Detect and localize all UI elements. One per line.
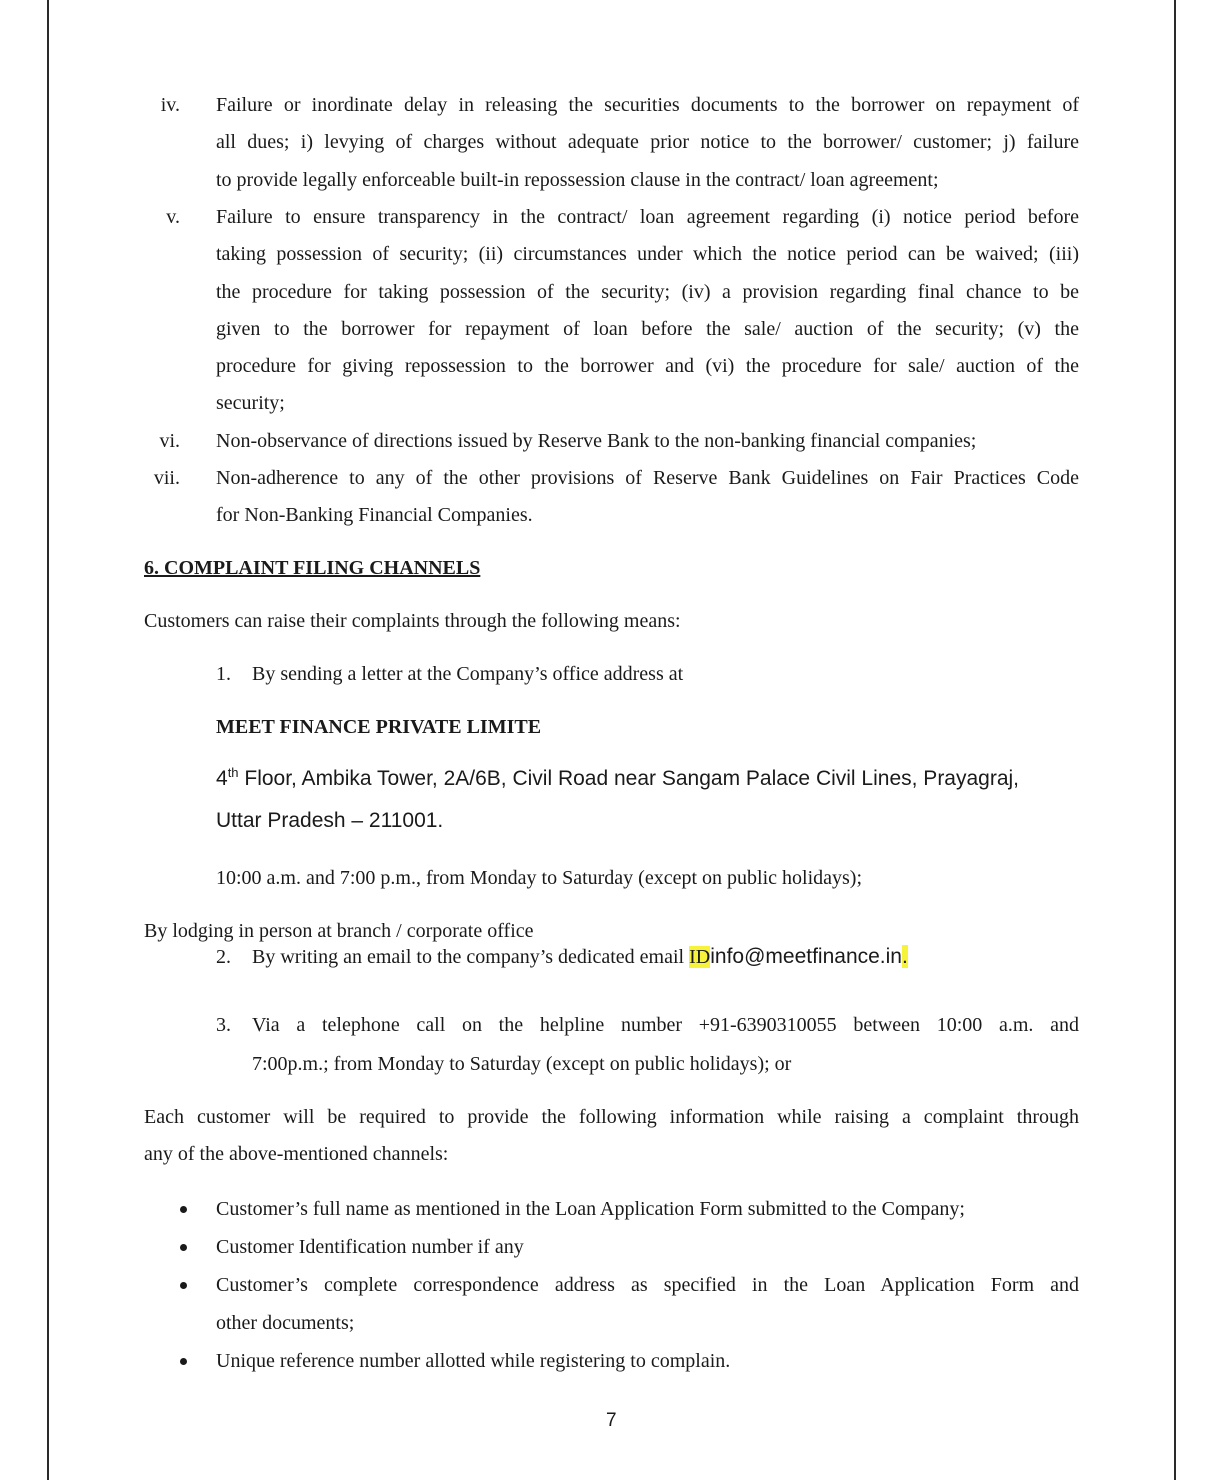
list-item-line: Non-adherence to any of the other provisions of Reserve Bank Guidelines on Fair Practices Code — [216, 467, 1079, 489]
address-floor-number: 4 — [216, 767, 228, 790]
email-end: . — [901, 945, 908, 968]
bullet-item: Customer Identification number if any — [216, 1236, 524, 1258]
page-number: 7 — [606, 1410, 617, 1431]
list-item-line: Failure to ensure transparency in the contract/ loan agreement regarding (i) notice period before — [216, 206, 1079, 228]
list-item-line: security; — [216, 392, 285, 414]
channel-number: 3. — [216, 1014, 231, 1036]
address-line-2: Uttar Pradesh – 211001. — [216, 809, 444, 832]
list-item-line: all dues; i) levying of charges without adequate prior notice to the borrower/ customer; j) failure — [216, 131, 1079, 153]
list-item-line: given to the borrower for repayment of loan before the sale/ auction of the security; (v) the — [216, 318, 1079, 340]
list-item-line: for Non-Banking Financial Companies. — [216, 504, 533, 526]
bullet-item: Customer’s full name as mentioned in the Loan Application Form submitted to the Company; — [216, 1198, 965, 1220]
channel-text: By sending a letter at the Company’s office address at — [252, 663, 684, 685]
list-number: iv. — [160, 94, 180, 116]
list-item-line: Non-observance of directions issued by Reserve Bank to the non-banking financial companies; — [216, 430, 977, 452]
channel-number: 1. — [216, 663, 231, 685]
company-name: MEET FINANCE PRIVATE LIMITE — [216, 716, 542, 738]
list-item-line: taking possession of security; (ii) circumstances under which the notice period can be waived; (iii) — [216, 243, 1079, 265]
office-hours: 10:00 a.m. and 7:00 p.m., from Monday to Saturday (except on public holidays); — [216, 867, 862, 889]
list-item-line: the procedure for taking possession of the security; (iv) a provision regarding final chance to be — [216, 281, 1079, 303]
channel-text: Via a telephone call on the helpline number +91-6390310055 between 10:00 a.m. and — [252, 1014, 1079, 1036]
list-item-line: Failure or inordinate delay in releasing the securities documents to the borrower on repayment of — [216, 94, 1079, 116]
list-number: v. — [166, 206, 180, 228]
bullet-item: Customer’s complete correspondence address as specified in the Loan Application Form and — [216, 1274, 1079, 1296]
info-paragraph-line: any of the above-mentioned channels: — [144, 1143, 449, 1165]
list-number: vii. — [153, 467, 180, 489]
address-line-1 — [216, 766, 1079, 792]
bullet-icon — [180, 1282, 187, 1289]
email-id-label: ID — [689, 946, 711, 968]
bullet-icon — [180, 1244, 187, 1251]
section-heading: 6. COMPLAINT FILING CHANNELS — [144, 557, 481, 579]
info-paragraph-line: Each customer will be required to provide the following information while raising a complaint through — [144, 1106, 1079, 1128]
list-number: vi. — [159, 430, 180, 452]
lodging-text: By lodging in person at branch / corporate office — [144, 920, 534, 942]
intro-text: Customers can raise their complaints through the following means: — [144, 610, 681, 632]
channel-text: 7:00p.m.; from Monday to Saturday (except on public holidays); or — [252, 1053, 792, 1075]
list-item-line: to provide legally enforceable built-in repossession clause in the contract/ loan agreement; — [216, 169, 939, 191]
page-border-right — [1174, 0, 1176, 1480]
bullet-icon — [180, 1206, 187, 1213]
email-address: info@meetfinance.in — [710, 945, 902, 968]
bullet-item: other documents; — [216, 1312, 355, 1334]
channel-number: 2. — [216, 946, 231, 968]
bullet-item: Unique reference number allotted while registering to complain. — [216, 1350, 731, 1372]
channel-text: By writing an email to the company’s dedicated email — [252, 946, 690, 968]
channel-email-line — [252, 944, 908, 970]
address-line-1-rest: Floor, Ambika Tower, 2A/6B, Civil Road near Sangam Palace Civil Lines, Prayagraj, — [238, 767, 1020, 790]
address-floor-suffix: th — [227, 765, 239, 780]
bullet-icon — [180, 1358, 187, 1365]
list-item-line: procedure for giving repossession to the borrower and (vi) the procedure for sale/ auction of the — [216, 355, 1079, 377]
page-border-left — [47, 0, 49, 1480]
